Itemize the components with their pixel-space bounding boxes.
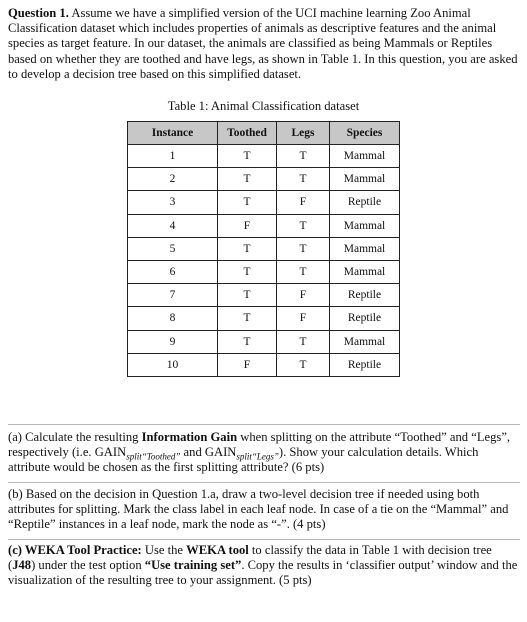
cell-species: Reptile [330, 191, 400, 214]
cell-species: Mammal [330, 214, 400, 237]
cell-instance: 7 [128, 284, 218, 307]
cell-legs: T [277, 260, 330, 283]
j48-term: J48 [12, 558, 32, 573]
cell-toothed: F [218, 214, 277, 237]
cell-legs: T [277, 330, 330, 353]
cell-toothed: T [218, 191, 277, 214]
cell-species: Reptile [330, 353, 400, 376]
cell-instance: 10 [128, 353, 218, 376]
question-intro-text: Assume we have a simplified version of the UCI machine learning Zoo Animal Classification dataset which includes properties of animals as descriptive features and the animal species as target feature. In our dataset, the animals are classified as being Mammals or Reptiles based on whether they are toothed and have legs, as shown in Table 1. In this question, you are asked to develop a decision tree based on this simplified dataset. [8, 6, 518, 81]
training-set-term: “Use training set” [144, 558, 242, 573]
cell-legs: T [277, 237, 330, 260]
cell-instance: 8 [128, 307, 218, 330]
cell-species: Reptile [330, 284, 400, 307]
cell-toothed: T [218, 237, 277, 260]
question-c [8, 543, 518, 589]
question-c-text: ) under the test option [31, 558, 145, 573]
cell-legs: T [277, 353, 330, 376]
cell-toothed: T [218, 307, 277, 330]
table-row [128, 307, 400, 330]
cell-toothed: T [218, 284, 277, 307]
cell-instance: 5 [128, 237, 218, 260]
question-intro [8, 6, 518, 82]
cell-legs: F [277, 307, 330, 330]
cell-legs: T [277, 214, 330, 237]
divider [8, 424, 520, 425]
cell-species: Mammal [330, 168, 400, 191]
table-row [128, 145, 400, 168]
cell-legs: F [277, 191, 330, 214]
question-c-text: Use the [141, 543, 187, 557]
question-a-text: ). Show your calculation details. Which attribute would be chosen as the first splitting attribute? (6 pts) [8, 445, 479, 475]
header-legs: Legs [277, 122, 330, 145]
question-a-text: when splitting on the attribute “Toothed” and “Legs”, respectively (i.e. GAIN [8, 430, 511, 460]
cell-instance: 6 [128, 260, 218, 283]
animal-table [127, 121, 400, 377]
header-toothed: Toothed [218, 122, 277, 145]
question-c-text: to classify the data in Table 1 with decision tree ( [8, 543, 492, 573]
cell-species: Reptile [330, 307, 400, 330]
cell-toothed: T [218, 260, 277, 283]
divider [8, 482, 520, 483]
question-c-text: . Copy the results in ‘classifier output’ window and the visualization of the resulting tree to your assignment. (5 pts) [8, 558, 518, 588]
header-species: Species [330, 122, 400, 145]
cell-toothed: T [218, 168, 277, 191]
table-header-row [128, 122, 400, 145]
cell-toothed: T [218, 330, 277, 353]
table-row [128, 168, 400, 191]
question-label: Question 1. [8, 6, 69, 20]
cell-species: Mammal [330, 145, 400, 168]
divider [8, 539, 520, 540]
gain-toothed-subscript: split“Toothed” [126, 451, 181, 462]
cell-legs: F [277, 284, 330, 307]
table-row [128, 237, 400, 260]
weka-practice-label: (c) WEKA Tool Practice: [8, 543, 142, 557]
table-caption: Table 1: Animal Classification dataset [167, 99, 360, 113]
cell-instance: 9 [128, 330, 218, 353]
question-a [8, 430, 518, 476]
cell-toothed: T [218, 145, 277, 168]
cell-instance: 1 [128, 145, 218, 168]
information-gain-term: Information Gain [141, 430, 238, 444]
cell-instance: 2 [128, 168, 218, 191]
gain-legs-subscript: split“Legs” [236, 451, 279, 462]
question-b: (b) Based on the decision in Question 1.a, draw a two-level decision tree if needed using both attributes for splitting. Mark the class label in each leaf node. In case of a tie on the “Mammal” and “Reptile” instances in a leaf node, mark the node as “-”. (4 pts) [8, 487, 509, 532]
table-row [128, 214, 400, 237]
question-a-text: and GAIN [180, 445, 237, 460]
cell-species: Mammal [330, 237, 400, 260]
cell-legs: T [277, 145, 330, 168]
table-row [128, 330, 400, 353]
weka-tool-term: WEKA tool [186, 543, 249, 557]
question-a-text: (a) Calculate the resulting [8, 430, 142, 444]
cell-instance: 3 [128, 191, 218, 214]
cell-instance: 4 [128, 214, 218, 237]
cell-species: Mammal [330, 330, 400, 353]
table-row [128, 353, 400, 376]
cell-legs: T [277, 168, 330, 191]
table-row [128, 191, 400, 214]
table-row [128, 284, 400, 307]
cell-species: Mammal [330, 260, 400, 283]
cell-toothed: F [218, 353, 277, 376]
header-instance: Instance [128, 122, 218, 145]
table-row [128, 260, 400, 283]
